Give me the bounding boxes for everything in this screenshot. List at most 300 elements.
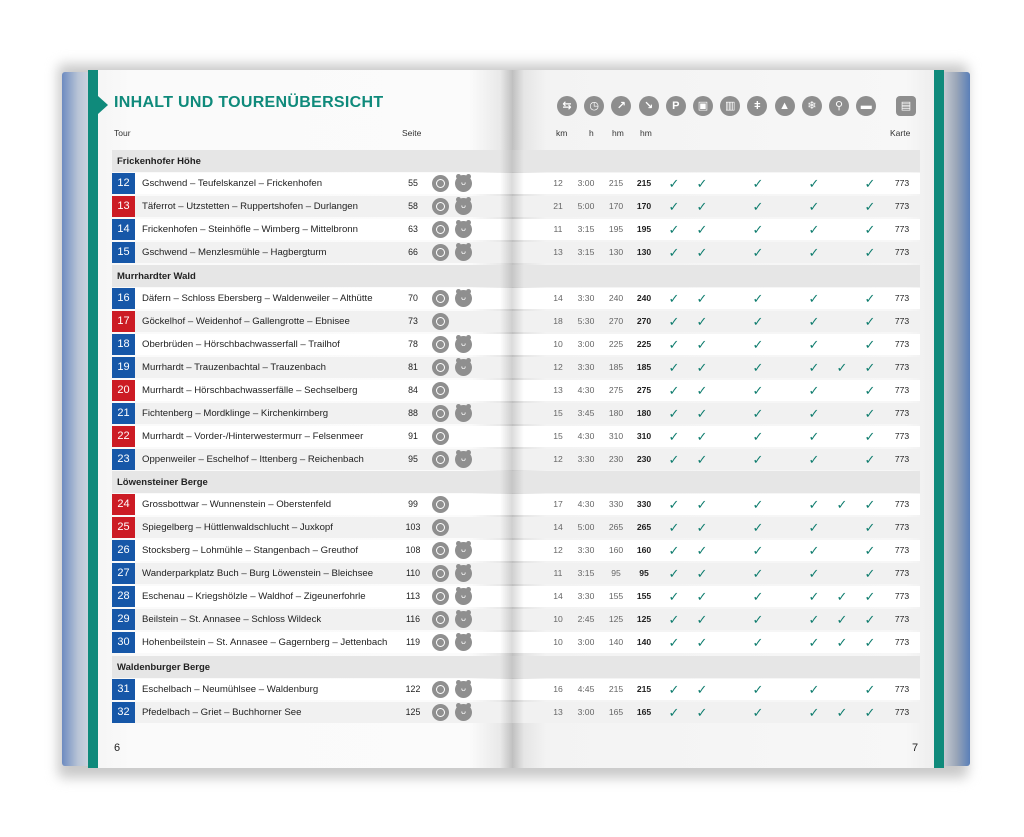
tour-number: 32: [112, 702, 135, 723]
tour-hm2: 330: [636, 499, 652, 509]
tour-h: 3:30: [577, 454, 595, 464]
tour-name: Hohenbeilstein – St. Annasee – Gagernberg – Jettenbach: [142, 637, 388, 648]
check-icon: ✓: [668, 520, 680, 535]
tour-map: 773: [894, 224, 910, 234]
tour-map: 773: [894, 707, 910, 717]
tour-km: 12: [553, 362, 563, 372]
check-icon: ✓: [752, 383, 764, 398]
check-icon: ✓: [696, 199, 708, 214]
check-icon: ✓: [864, 682, 876, 697]
kids-bear-icon: [455, 542, 472, 559]
check-icon: ✓: [696, 429, 708, 444]
tour-hm2: 130: [636, 247, 652, 257]
difficulty-badge-icon: [432, 405, 449, 422]
tour-km: 13: [553, 385, 563, 395]
tour-hm1: 130: [608, 247, 624, 257]
check-icon: ✓: [864, 291, 876, 306]
tour-map: 773: [894, 293, 910, 303]
check-icon: ✓: [864, 520, 876, 535]
tour-km: 13: [553, 707, 563, 717]
check-icon: ✓: [864, 635, 876, 650]
tour-page: 108: [405, 545, 421, 555]
check-icon: ✓: [752, 566, 764, 581]
kids-bear-icon: [455, 359, 472, 376]
tour-hm2: 165: [636, 707, 652, 717]
tour-h: 3:15: [577, 568, 595, 578]
book-gutter: [500, 70, 524, 768]
tour-number: 24: [112, 494, 135, 515]
check-icon: ✓: [864, 337, 876, 352]
tour-hm2: 265: [636, 522, 652, 532]
tour-map: 773: [894, 614, 910, 624]
tour-number: 27: [112, 563, 135, 584]
tour-hm2: 240: [636, 293, 652, 303]
tour-page: 110: [405, 568, 421, 578]
tour-page: 78: [408, 339, 418, 349]
check-icon: ✓: [668, 566, 680, 581]
tour-h: 3:30: [577, 545, 595, 555]
section-title: Murrhardter Wald: [117, 271, 196, 282]
check-icon: ✓: [668, 635, 680, 650]
tour-name: Däfern – Schloss Ebersberg – Waldenweiler – Althütte: [142, 293, 373, 304]
signpost-icon: ⇆: [557, 96, 577, 116]
check-icon: ✓: [668, 429, 680, 444]
header-km: km: [556, 128, 568, 138]
tour-page: 84: [408, 385, 418, 395]
check-icon: ✓: [808, 612, 820, 627]
tour-hm2: 270: [636, 316, 652, 326]
tour-km: 12: [553, 178, 563, 188]
check-icon: ✓: [808, 566, 820, 581]
tour-name: Murrhardt – Vorder-/Hinterwestermurr – Felsenmeer: [142, 431, 364, 442]
check-icon: ✓: [808, 520, 820, 535]
tour-hm1: 330: [608, 499, 624, 509]
tour-hm1: 185: [608, 362, 624, 372]
tour-map: 773: [894, 522, 910, 532]
kids-bear-icon: [455, 290, 472, 307]
tour-hm2: 185: [636, 362, 652, 372]
tour-page: 73: [408, 316, 418, 326]
tour-number: 28: [112, 586, 135, 607]
tour-hm1: 270: [608, 316, 624, 326]
check-icon: ✓: [864, 245, 876, 260]
tour-km: 15: [553, 408, 563, 418]
tour-number: 25: [112, 517, 135, 538]
restaurant-icon: ǂ: [747, 96, 767, 116]
tour-map: 773: [894, 591, 910, 601]
check-icon: ✓: [752, 543, 764, 558]
difficulty-badge-icon: [432, 611, 449, 628]
tour-hm1: 180: [608, 408, 624, 418]
check-icon: ✓: [696, 520, 708, 535]
tour-hm2: 225: [636, 339, 652, 349]
check-icon: ✓: [696, 497, 708, 512]
tour-hm2: 140: [636, 637, 652, 647]
header-h: h: [589, 128, 594, 138]
check-icon: ✓: [808, 429, 820, 444]
tour-hm2: 275: [636, 385, 652, 395]
tour-hm1: 240: [608, 293, 624, 303]
page-title: INHALT UND TOURENÜBERSICHT: [114, 94, 384, 111]
check-icon: ✓: [696, 566, 708, 581]
tour-h: 3:15: [577, 247, 595, 257]
header-karte: Karte: [890, 128, 911, 138]
check-icon: ✓: [668, 245, 680, 260]
tour-hm1: 215: [608, 178, 624, 188]
tour-h: 4:30: [577, 499, 595, 509]
kids-bear-icon: [455, 336, 472, 353]
difficulty-badge-icon: [432, 704, 449, 721]
tour-number: 15: [112, 242, 135, 263]
right-accent-bar: [934, 70, 944, 768]
check-icon: ✓: [864, 452, 876, 467]
difficulty-badge-icon: [432, 496, 449, 513]
check-icon: ✓: [836, 589, 848, 604]
tour-page: 55: [408, 178, 418, 188]
tour-page: 58: [408, 201, 418, 211]
check-icon: ✓: [696, 245, 708, 260]
check-icon: ✓: [668, 199, 680, 214]
difficulty-badge-icon: [432, 221, 449, 238]
difficulty-badge-icon: [432, 244, 449, 261]
check-icon: ✓: [668, 682, 680, 697]
tour-number: 26: [112, 540, 135, 561]
tour-map: 773: [894, 362, 910, 372]
tour-number: 16: [112, 288, 135, 309]
check-icon: ✓: [864, 222, 876, 237]
kids-bear-icon: [455, 175, 472, 192]
tour-km: 10: [553, 614, 563, 624]
page-number-right: 7: [912, 742, 919, 754]
tour-h: 3:00: [577, 637, 595, 647]
check-icon: ✓: [752, 245, 764, 260]
check-icon: ✓: [752, 520, 764, 535]
check-icon: ✓: [696, 452, 708, 467]
section-title: Waldenburger Berge: [117, 662, 211, 673]
check-icon: ✓: [696, 337, 708, 352]
ascent-icon: ↗: [611, 96, 631, 116]
tour-hm1: 265: [608, 522, 624, 532]
check-icon: ✓: [696, 222, 708, 237]
check-icon: ✓: [808, 337, 820, 352]
check-icon: ✓: [864, 360, 876, 375]
tour-number: 23: [112, 449, 135, 470]
difficulty-badge-icon: [432, 428, 449, 445]
check-icon: ✓: [752, 705, 764, 720]
check-icon: ✓: [752, 199, 764, 214]
map-icon: ▤: [896, 96, 916, 116]
tour-name: Eschelbach – Neumühlsee – Waldenburg: [142, 684, 319, 695]
check-icon: ✓: [668, 176, 680, 191]
tour-number: 22: [112, 426, 135, 447]
tour-map: 773: [894, 247, 910, 257]
check-icon: ✓: [808, 176, 820, 191]
tour-km: 11: [553, 224, 563, 234]
tour-km: 12: [553, 454, 563, 464]
check-icon: ✓: [696, 705, 708, 720]
tour-number: 21: [112, 403, 135, 424]
check-icon: ✓: [696, 635, 708, 650]
check-icon: ✓: [808, 543, 820, 558]
check-icon: ✓: [668, 543, 680, 558]
tour-km: 17: [553, 499, 563, 509]
check-icon: ✓: [668, 337, 680, 352]
tour-km: 11: [553, 568, 563, 578]
tour-page: 116: [405, 614, 421, 624]
tour-number: 29: [112, 609, 135, 630]
check-icon: ✓: [696, 176, 708, 191]
tour-name: Fichtenberg – Mordklinge – Kirchenkirnberg: [142, 408, 329, 419]
check-icon: ✓: [668, 452, 680, 467]
tour-page: 91: [408, 431, 418, 441]
tour-number: 31: [112, 679, 135, 700]
kids-bear-icon: [455, 704, 472, 721]
check-icon: ✓: [836, 635, 848, 650]
check-icon: ✓: [836, 497, 848, 512]
tour-number: 13: [112, 196, 135, 217]
check-icon: ✓: [808, 705, 820, 720]
check-icon: ✓: [808, 222, 820, 237]
tour-page: 113: [405, 591, 421, 601]
check-icon: ✓: [808, 245, 820, 260]
clock-icon: ◷: [584, 96, 604, 116]
tour-h: 3:00: [577, 178, 595, 188]
check-icon: ✓: [696, 589, 708, 604]
tour-km: 18: [553, 316, 563, 326]
check-icon: ✓: [668, 360, 680, 375]
check-icon: ✓: [836, 705, 848, 720]
tour-h: 3:00: [577, 339, 595, 349]
tour-number: 19: [112, 357, 135, 378]
tour-hm2: 310: [636, 431, 652, 441]
tour-h: 3:15: [577, 224, 595, 234]
tour-hm2: 230: [636, 454, 652, 464]
tour-h: 4:45: [577, 684, 595, 694]
tour-name: Spiegelberg – Hüttlenwaldschlucht – Juxkopf: [142, 522, 333, 533]
check-icon: ✓: [752, 635, 764, 650]
kids-bear-icon: [455, 244, 472, 261]
check-icon: ✓: [836, 360, 848, 375]
difficulty-badge-icon: [432, 519, 449, 536]
check-icon: ✓: [864, 429, 876, 444]
tour-name: Murrhardt – Hörschbachwasserfälle – Sechselberg: [142, 385, 358, 396]
tour-hm2: 95: [639, 568, 649, 578]
check-icon: ✓: [836, 612, 848, 627]
check-icon: ✓: [808, 314, 820, 329]
bike-icon: ⚲: [829, 96, 849, 116]
difficulty-badge-icon: [432, 382, 449, 399]
tour-hm2: 155: [636, 591, 652, 601]
tour-name: Pfedelbach – Griet – Buchhorner See: [142, 707, 302, 718]
check-icon: ✓: [696, 406, 708, 421]
check-icon: ✓: [808, 383, 820, 398]
check-icon: ✓: [752, 452, 764, 467]
tour-name: Göckelhof – Weidenhof – Gallengrotte – Ebnisee: [142, 316, 350, 327]
kids-bear-icon: [455, 451, 472, 468]
tour-km: 16: [553, 684, 563, 694]
tour-hm1: 215: [608, 684, 624, 694]
check-icon: ✓: [808, 406, 820, 421]
check-icon: ✓: [808, 682, 820, 697]
bus-icon: ▣: [693, 96, 713, 116]
check-icon: ✓: [752, 497, 764, 512]
tour-hm1: 225: [608, 339, 624, 349]
check-icon: ✓: [808, 199, 820, 214]
difficulty-badge-icon: [432, 565, 449, 582]
tour-number: 17: [112, 311, 135, 332]
difficulty-badge-icon: [432, 175, 449, 192]
tour-hm1: 275: [608, 385, 624, 395]
tour-h: 3:30: [577, 591, 595, 601]
check-icon: ✓: [668, 705, 680, 720]
tour-hm1: 140: [608, 637, 624, 647]
descent-icon: ↘: [639, 96, 659, 116]
tour-km: 14: [553, 293, 563, 303]
check-icon: ✓: [752, 176, 764, 191]
tour-map: 773: [894, 545, 910, 555]
tour-name: Eschenau – Kriegshölzle – Waldhof – Zigeunerfohrle: [142, 591, 366, 602]
tour-page: 88: [408, 408, 418, 418]
tour-name: Frickenhofen – Steinhöfle – Wimberg – Mittelbronn: [142, 224, 358, 235]
check-icon: ✓: [808, 291, 820, 306]
kids-bear-icon: [455, 565, 472, 582]
tour-h: 3:45: [577, 408, 595, 418]
check-icon: ✓: [808, 452, 820, 467]
tour-h: 5:00: [577, 522, 595, 532]
check-icon: ✓: [668, 314, 680, 329]
tour-page: 103: [405, 522, 421, 532]
page-number-left: 6: [114, 742, 121, 754]
tour-map: 773: [894, 637, 910, 647]
tour-page: 95: [408, 454, 418, 464]
tour-hm2: 195: [636, 224, 652, 234]
tour-page: 122: [405, 684, 421, 694]
tour-number: 14: [112, 219, 135, 240]
check-icon: ✓: [752, 360, 764, 375]
parking-icon: P: [666, 96, 686, 116]
check-icon: ✓: [864, 383, 876, 398]
kids-bear-icon: [455, 634, 472, 651]
tour-h: 4:30: [577, 385, 595, 395]
tour-hm1: 160: [608, 545, 624, 555]
tour-km: 10: [553, 339, 563, 349]
check-icon: ✓: [808, 497, 820, 512]
tour-h: 4:30: [577, 431, 595, 441]
tour-hm2: 125: [636, 614, 652, 624]
tour-name: Beilstein – St. Annasee – Schloss Wildeck: [142, 614, 322, 625]
difficulty-badge-icon: [432, 451, 449, 468]
tour-km: 15: [553, 431, 563, 441]
check-icon: ✓: [752, 291, 764, 306]
tour-hm1: 155: [608, 591, 624, 601]
tour-map: 773: [894, 499, 910, 509]
difficulty-badge-icon: [432, 290, 449, 307]
tour-number: 12: [112, 173, 135, 194]
tour-name: Gschwend – Teufelskanzel – Frickenhofen: [142, 178, 323, 189]
check-icon: ✓: [696, 543, 708, 558]
winter-icon: ❄: [802, 96, 822, 116]
check-icon: ✓: [752, 406, 764, 421]
left-accent-bar: [88, 70, 98, 768]
kids-bear-icon: [455, 681, 472, 698]
tour-map: 773: [894, 385, 910, 395]
section-title: Löwensteiner Berge: [117, 477, 208, 488]
difficulty-badge-icon: [432, 634, 449, 651]
section-title: Frickenhofer Höhe: [117, 156, 201, 167]
difficulty-badge-icon: [432, 198, 449, 215]
header-seite: Seite: [402, 128, 422, 138]
check-icon: ✓: [668, 383, 680, 398]
check-icon: ✓: [864, 705, 876, 720]
tour-map: 773: [894, 316, 910, 326]
kids-bear-icon: [455, 611, 472, 628]
bed-icon: ▬: [856, 96, 876, 116]
difficulty-badge-icon: [432, 588, 449, 605]
header-hm-down: hm: [640, 128, 652, 138]
tour-map: 773: [894, 684, 910, 694]
tour-km: 14: [553, 522, 563, 532]
check-icon: ✓: [752, 222, 764, 237]
tour-name: Oberbrüden – Hörschbachwasserfall – Trailhof: [142, 339, 340, 350]
tour-h: 5:00: [577, 201, 595, 211]
kids-bear-icon: [455, 198, 472, 215]
tour-name: Oppenweiler – Eschelhof – Ittenberg – Reichenbach: [142, 454, 364, 465]
tour-name: Stocksberg – Lohmühle – Stangenbach – Greuthof: [142, 545, 359, 556]
tour-number: 18: [112, 334, 135, 355]
tour-map: 773: [894, 408, 910, 418]
check-icon: ✓: [808, 589, 820, 604]
check-icon: ✓: [808, 635, 820, 650]
check-icon: ✓: [752, 429, 764, 444]
check-icon: ✓: [668, 222, 680, 237]
check-icon: ✓: [864, 314, 876, 329]
tour-name: Murrhardt – Trauzenbachtal – Trauzenbach: [142, 362, 326, 373]
tour-hm2: 180: [636, 408, 652, 418]
check-icon: ✓: [752, 612, 764, 627]
tour-h: 2:45: [577, 614, 595, 624]
tour-page: 81: [408, 362, 418, 372]
cable-car-icon: ▥: [720, 96, 740, 116]
tour-hm2: 215: [636, 178, 652, 188]
check-icon: ✓: [696, 291, 708, 306]
tour-h: 5:30: [577, 316, 595, 326]
check-icon: ✓: [668, 291, 680, 306]
tour-name: Gschwend – Menzlesmühle – Hagbergturm: [142, 247, 327, 258]
check-icon: ✓: [752, 314, 764, 329]
tour-hm1: 125: [608, 614, 624, 624]
tour-hm1: 310: [608, 431, 624, 441]
tour-map: 773: [894, 178, 910, 188]
tour-km: 21: [553, 201, 563, 211]
tour-page: 70: [408, 293, 418, 303]
tour-page: 63: [408, 224, 418, 234]
summit-icon: ▲: [775, 96, 795, 116]
check-icon: ✓: [696, 612, 708, 627]
check-icon: ✓: [808, 360, 820, 375]
difficulty-badge-icon: [432, 681, 449, 698]
tour-page: 99: [408, 499, 418, 509]
check-icon: ✓: [696, 682, 708, 697]
tour-hm1: 230: [608, 454, 624, 464]
tour-km: 13: [553, 247, 563, 257]
check-icon: ✓: [696, 314, 708, 329]
tour-map: 773: [894, 454, 910, 464]
check-icon: ✓: [864, 199, 876, 214]
tour-km: 14: [553, 591, 563, 601]
title-marker: [98, 96, 108, 114]
tour-h: 3:00: [577, 707, 595, 717]
check-icon: ✓: [864, 176, 876, 191]
